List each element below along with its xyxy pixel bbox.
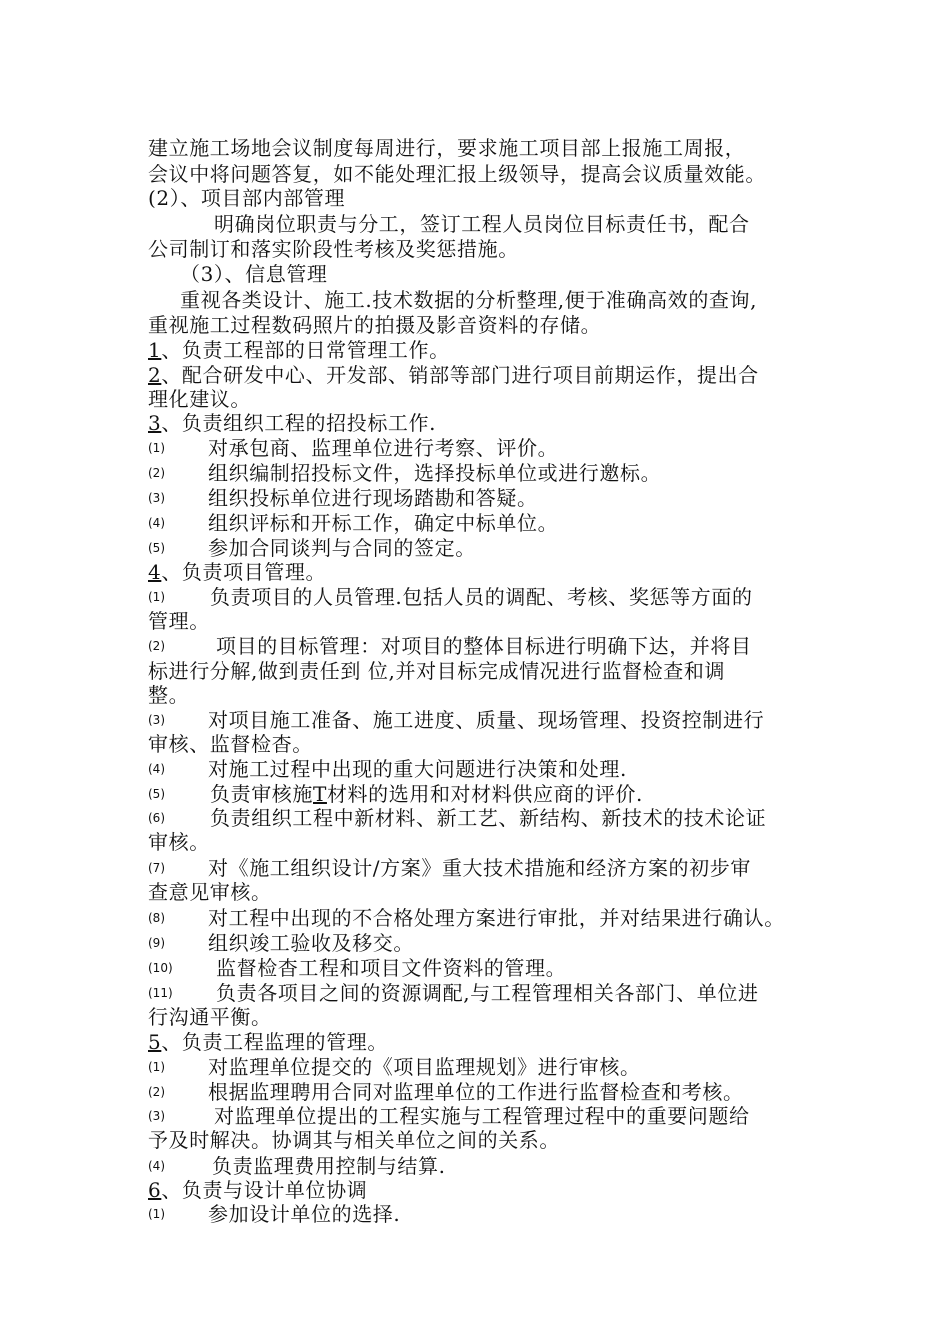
sub-number: (11) (148, 986, 173, 1000)
section-item-6: 6、负责与设计单位协调 (148, 1178, 368, 1202)
sub-number: (3) (148, 1109, 165, 1123)
sub-number: (1) (148, 1207, 165, 1221)
list-item: 负责监理费用控制与结算. (212, 1154, 446, 1178)
list-item: 根据监理聘用合同对监理单位的工作进行监督检查和考核。 (208, 1080, 744, 1104)
sub-number: (1) (148, 1060, 165, 1074)
section-item-4: 4、负责项目管理。 (148, 560, 327, 584)
subsection-heading: (2）、项目部内部管理 (148, 186, 346, 210)
sub-number: (4) (148, 516, 165, 530)
sub-number: (5) (148, 787, 165, 801)
subsection-heading: （3）、信息管理 (180, 262, 328, 286)
section-number: 3 (148, 411, 162, 435)
paragraph-line: 建立施工场地会议制度每周进行，要求施工项目部上报施工周报， (148, 136, 746, 160)
paragraph-line: 标进行分解,做到责任到 位,并对目标完成情况进行监督检查和调 (148, 659, 726, 683)
section-item-5: 5、负责工程监理的管理。 (148, 1030, 388, 1054)
sub-number: (2) (148, 639, 165, 653)
sub-number: (9) (148, 936, 165, 950)
paragraph-line: 明确岗位职责与分工，签订工程人员岗位目标责任书，配合 (214, 212, 750, 236)
sub-number: (7) (148, 861, 165, 875)
section-item-1: 1、负责工程部的日常管理工作。 (148, 338, 450, 362)
section-number: 6 (148, 1178, 162, 1202)
list-item: 组织投标单位进行现场踏勘和答疑。 (208, 486, 538, 510)
list-item: 对施工过程中出现的重大问题进行决策和处理. (208, 757, 627, 781)
list-item: 对工程中出现的不合格处理方案进行审批，并对结果进行确认。 (208, 906, 785, 930)
list-item: 组织竣工验收及移交。 (208, 931, 414, 955)
paragraph-line: 查意见审核。 (148, 880, 272, 904)
list-item: 组织编制招投标文件，选择投标单位或进行邀标。 (208, 461, 662, 485)
paragraph-line: 整。 (148, 683, 190, 707)
sub-number: (3) (148, 491, 165, 505)
list-item: 监督检杳工程和项目文件资料的管理。 (216, 956, 567, 980)
list-item: 参加设计单位的选择. (208, 1202, 401, 1226)
paragraph-line: 理化建议。 (148, 387, 251, 411)
list-item: 负责各项目之间的资源调配,与工程管理相关各部门、单位进 (216, 981, 759, 1005)
sub-number: (1) (148, 590, 165, 604)
paragraph-line: 重视施工过程数码照片的拍摄及影音资料的存储。 (148, 313, 602, 337)
sub-number: (4) (148, 762, 165, 776)
sub-number: (5) (148, 541, 165, 555)
paragraph-line: 重视各类设计、施工.技术数据的分析整理,便于准确高效的查询, (180, 288, 758, 312)
sub-number: (2) (148, 466, 165, 480)
section-item-2: 2、配合研发中心、开发部、销部等部门进行项目前期运作，提出合 (148, 363, 759, 387)
sub-number: (8) (148, 911, 165, 925)
paragraph-line: 予及时解决。协调其与相关单位之间的关系。 (148, 1128, 560, 1152)
list-item: 负责组织工程中新材料、新工艺、新结构、新技术的技术论证 (210, 806, 767, 830)
sub-number: (3) (148, 713, 165, 727)
list-item: 对承包商、监理单位进行考察、评价。 (208, 436, 559, 460)
list-item: 参加合同谈判与合同的签定。 (208, 536, 476, 560)
list-item: 对《施工组织设计/方案》重大技术措施和经济方案的初步审 (208, 856, 751, 880)
section-item-3: 3、负责组织工程的招投标工作. (148, 411, 437, 435)
list-item: 组织评标和开标工作，确定中标单位。 (208, 511, 559, 535)
list-item: 负责审核施T材料的选用和对材料供应商的评价. (210, 782, 643, 806)
sub-number: (4) (148, 1159, 165, 1173)
sub-number: (2) (148, 1085, 165, 1099)
underlined-char: T (313, 782, 327, 806)
sub-number: (6) (148, 811, 165, 825)
paragraph-line: 公司制订和落实阶段性考核及奖惩措施。 (148, 237, 519, 261)
section-number: 2 (148, 363, 162, 387)
paragraph-line: 行沟通平衡。 (148, 1005, 272, 1029)
list-item: 项目的目标管理：对项目的整体目标进行明确下达，并将目 (216, 634, 752, 658)
paragraph-line: 会议中将问题答复，如不能处理汇报上级领导，提高会议质量效能。 (148, 162, 766, 186)
section-number: 5 (148, 1030, 162, 1054)
list-item: 对监理单位提出的工程实施与工程管理过程中的重要问题给 (214, 1104, 750, 1128)
sub-number: (10) (148, 961, 173, 975)
paragraph-line: 管理。 (148, 609, 210, 633)
list-item: 负责项目的人员管理.包括人员的调配、考核、奖惩等方面的 (210, 585, 753, 609)
paragraph-line: 审核。 (148, 830, 210, 854)
section-number: 1 (148, 338, 162, 362)
list-item: 对项目施工准备、施工进度、质量、现场管理、投资控制进行 (208, 708, 765, 732)
sub-number: (1) (148, 441, 165, 455)
section-number: 4 (148, 560, 162, 584)
paragraph-line: 审核、监督检杳。 (148, 732, 313, 756)
list-item: 对监理单位提交的《项目监理规划》进行审核。 (208, 1055, 641, 1079)
